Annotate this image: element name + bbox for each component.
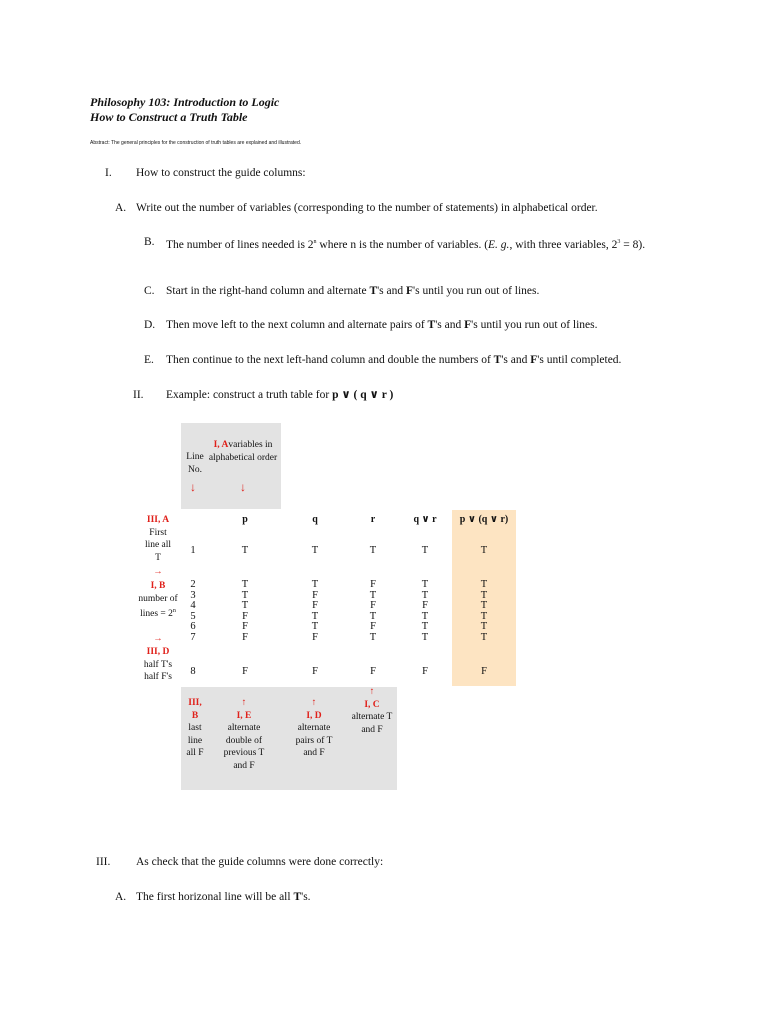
section-3-item-a-text: The first horizonal line will be all T's. (136, 891, 311, 903)
item-d-label: D. (144, 319, 156, 331)
document-title: How to Construct a Truth Table (90, 110, 248, 124)
q-or-r-cell: T (421, 545, 429, 556)
section-1-heading: How to construct the guide columns: (136, 167, 306, 179)
q-or-r-cell: F (422, 666, 428, 677)
arrow-up-icon: ↑ (369, 687, 375, 697)
header-r: r (370, 514, 376, 525)
header-p: p (242, 514, 248, 525)
note-iiid: III, D half T's half F's (143, 647, 173, 682)
arrow-up-icon: ↑ (311, 698, 317, 708)
note-ic: ↑ I, C alternate T and F (346, 686, 398, 736)
item-e-text: Then continue to the next left-hand column and double the numbers of T's and F's until completed. (166, 354, 622, 366)
result-column: T T T T T T (480, 579, 488, 643)
line-number: 1 (190, 545, 196, 556)
result-cell: F (481, 666, 487, 677)
p-cell: F (242, 666, 248, 677)
section-3-item-a-label: A. (115, 891, 127, 903)
arrow-down-icon: ↓ (190, 480, 196, 494)
item-c-label: C. (144, 285, 155, 297)
item-b-text: The number of lines needed is 2$^n$ where n is the number of variables. (E. g., with three variables, $2^3 = 8$). (166, 238, 646, 251)
note-ia: I, Avariables in alphabetical order (208, 440, 278, 463)
q-or-r-column: T T F T T T (421, 579, 429, 643)
arrow-right-icon: → (153, 634, 163, 644)
section-3-number: III. (96, 856, 111, 868)
header-q-or-r: q ∨ r (413, 514, 437, 525)
section-1-number: I. (105, 167, 112, 179)
r-cell: F (370, 666, 376, 677)
abstract: Abstract: The general principles for the construction of truth tables are explained and illustrated. (90, 140, 302, 146)
section-2-heading: Example: construct a truth table for p ∨ ( q ∨ r ) (166, 389, 394, 401)
arrow-right-icon: → (153, 567, 163, 577)
note-id: ↑ I, D alternate pairs of T and F (288, 697, 340, 760)
header-result: p ∨ (q ∨ r) (459, 514, 509, 525)
r-cell: T (369, 545, 377, 556)
header-q: q (312, 514, 318, 525)
note-iiib: III, B last line all F (186, 698, 204, 758)
item-b-label: B. (144, 236, 155, 248)
q-column: T F F T T F (311, 579, 319, 643)
item-c-text: Start in the right-hand column and alternate T's and F's until you run out of lines. (166, 285, 540, 297)
course-title: Philosophy 103: Introduction to Logic (90, 95, 280, 109)
note-ie: ↑ I, E alternate double of previous T and F (216, 697, 272, 772)
item-a-text: Write out the number of variables (corresponding to the number of statements) in alphabetical order. (136, 202, 598, 214)
r-column: F T F T F T (369, 579, 377, 643)
line-no-label: Line No. (186, 452, 204, 475)
line-number: 8 (190, 666, 196, 677)
arrow-down-icon: ↓ (240, 480, 246, 494)
q-cell: F (312, 666, 318, 677)
note-ib: I, B number of lines = $2^n$ (138, 581, 178, 620)
section-2-number: II. (133, 389, 144, 401)
item-d-text: Then move left to the next column and alternate pairs of T's and F's until you run out of lines. (166, 319, 598, 331)
p-cell: T (241, 545, 249, 556)
line-numbers-2-7: 2 3 4 5 6 7 (190, 579, 196, 643)
item-e-label: E. (144, 354, 154, 366)
result-cell: T (480, 545, 488, 556)
note-iiia: III, A First line all T (144, 515, 172, 563)
item-a-label: A. (115, 202, 127, 214)
q-cell: T (311, 545, 319, 556)
arrow-up-icon: ↑ (241, 698, 247, 708)
p-column: T T T F F F (241, 579, 249, 643)
formula: p ∨ ( q ∨ r ) (332, 389, 394, 401)
section-3-heading: As check that the guide columns were done correctly: (136, 856, 384, 868)
